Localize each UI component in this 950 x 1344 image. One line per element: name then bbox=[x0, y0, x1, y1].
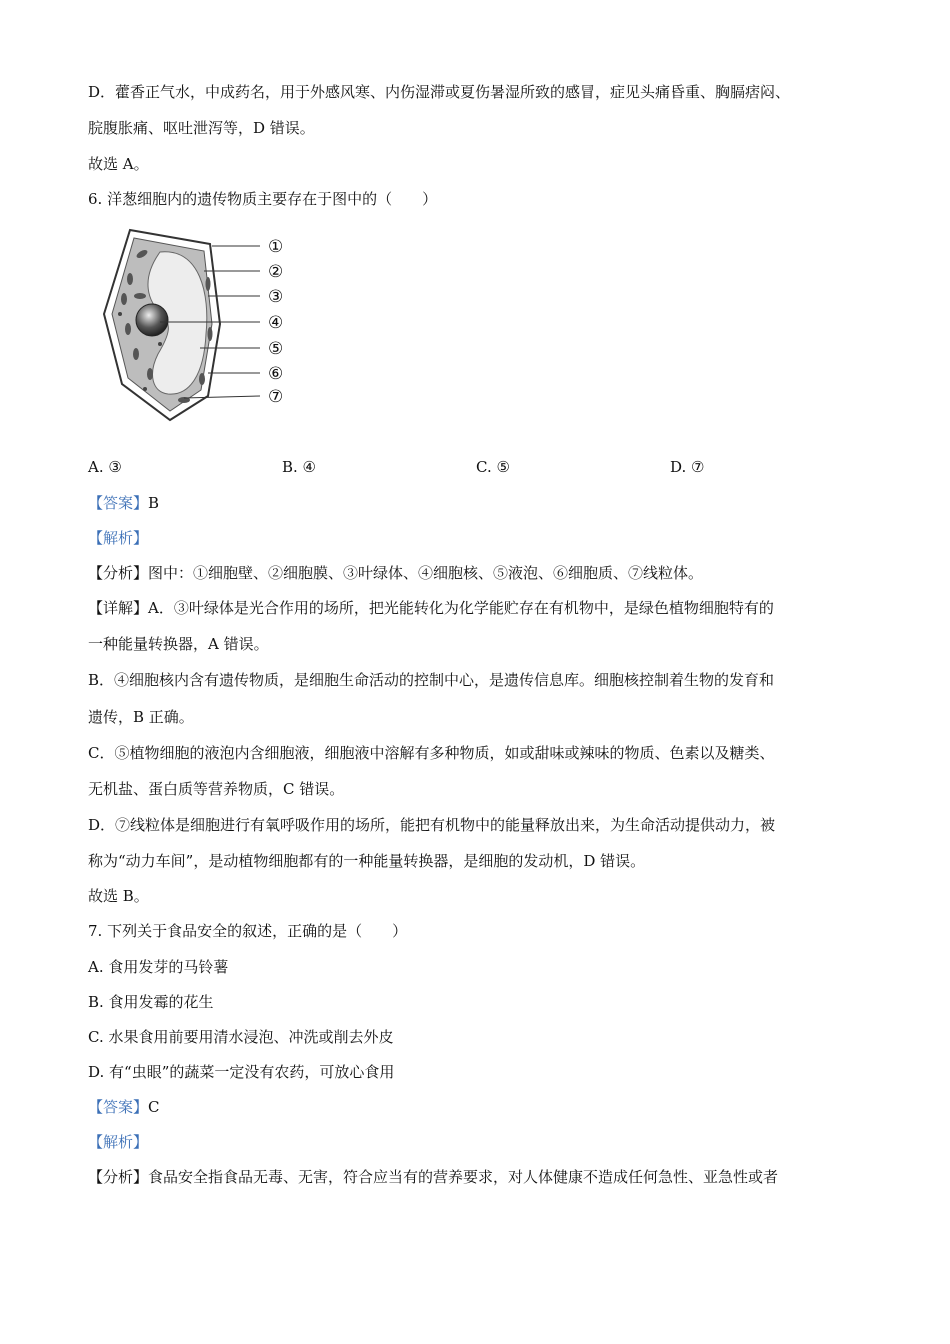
q6-detail-c1: C．⑤植物细胞的液泡内含细胞液，细胞液中溶解有多种物质，如或甜味或辣味的物质、色素以及糖类、 bbox=[88, 744, 775, 762]
q7-fenxi bbox=[88, 1167, 778, 1187]
chloroplast bbox=[208, 327, 213, 341]
q7-option-a: A. 食用发芽的马铃薯 bbox=[88, 958, 229, 976]
chloroplast bbox=[199, 373, 205, 385]
figure-label-1: ① bbox=[268, 237, 284, 257]
prev-conclusion: 故选 A。 bbox=[88, 155, 149, 173]
q6-option-d: D. ⑦ bbox=[670, 458, 705, 476]
q6-detail-b1: B．④细胞核内含有遗传物质，是细胞生命活动的控制中心，是遗传信息库。细胞核控制着生物的发育和 bbox=[88, 671, 775, 689]
q6-detail-d2: 称为“动力车间”，是动植物细胞都有的一种能量转换器，是细胞的发动机，D 错误。 bbox=[88, 852, 646, 870]
q6-option-c: C. ⑤ bbox=[476, 458, 510, 476]
prev-d-line1: D．藿香正气水，中成药名，用于外感风寒、内伤湿滞或夏伤暑湿所致的感冒，症见头痛昏重、胸膈痞闷、 bbox=[88, 83, 791, 101]
chloroplast bbox=[121, 293, 127, 305]
q7-option-d: D. 有“虫眼”的蔬菜一定没有农药，可放心食用 bbox=[88, 1063, 395, 1081]
q6-detail-b2: 遗传，B 正确。 bbox=[88, 708, 194, 726]
figure-label-7: ⑦ bbox=[268, 387, 284, 407]
q6-detail-d1: D．⑦线粒体是细胞进行有氧呼吸作用的场所，能把有机物中的能量释放出来，为生命活动提供动力，被 bbox=[88, 816, 776, 834]
figure-label-6: ⑥ bbox=[268, 364, 284, 384]
detail-a-text: A．③叶绿体是光合作用的场所，把光能转化为化学能贮存在有机物中，是绿色植物细胞特有的 bbox=[148, 599, 774, 617]
fenxi-text: 图中：①细胞壁、②细胞膜、③叶绿体、④细胞核、⑤液泡、⑥细胞质、⑦线粒体。 bbox=[148, 564, 704, 582]
nucleus bbox=[136, 304, 168, 336]
fenxi-tag: 【分析】 bbox=[88, 1168, 149, 1186]
analysis-tag: 【解析】 bbox=[88, 529, 149, 547]
chloroplast bbox=[147, 368, 153, 380]
fenxi-tag: 【分析】 bbox=[88, 564, 149, 582]
q6-detail-a2: 一种能量转换器，A 错误。 bbox=[88, 635, 269, 653]
chloroplast bbox=[127, 273, 133, 285]
chloroplast bbox=[133, 348, 139, 360]
answer-tag: 【答案】 bbox=[88, 494, 149, 512]
chloroplast bbox=[134, 293, 146, 299]
prev-d-line2: 脘腹胀痛、呕吐泄泻等，D 错误。 bbox=[88, 119, 315, 137]
q6-option-a: A. ③ bbox=[88, 458, 122, 476]
detail-tag: 【详解】 bbox=[88, 599, 149, 617]
figure-label-2: ② bbox=[268, 262, 284, 282]
answer-value: B bbox=[148, 494, 160, 512]
q6-detail-a1 bbox=[88, 598, 774, 618]
chloroplast bbox=[125, 323, 131, 335]
mitochondrion bbox=[158, 342, 162, 346]
q7-option-c: C. 水果食用前要用清水浸泡、冲洗或削去外皮 bbox=[88, 1028, 394, 1046]
mitochondrion bbox=[118, 312, 122, 316]
figure-label-3: ③ bbox=[268, 287, 284, 307]
q6-conclusion: 故选 B。 bbox=[88, 887, 149, 905]
analysis-tag: 【解析】 bbox=[88, 1133, 149, 1151]
answer-value: C bbox=[148, 1098, 160, 1116]
q6-option-b: B. ④ bbox=[282, 458, 317, 476]
chloroplast bbox=[206, 277, 211, 291]
q6-analysis-tag bbox=[88, 528, 148, 548]
q7-answer bbox=[88, 1097, 160, 1117]
q6-answer bbox=[88, 493, 159, 513]
fenxi-text: 食品安全指食品无毒、无害，符合应当有的营养要求，对人体健康不造成任何急性、亚急性或者 bbox=[148, 1168, 779, 1186]
figure-label-5: ⑤ bbox=[268, 339, 284, 359]
q6-detail-c2: 无机盐、蛋白质等营养物质，C 错误。 bbox=[88, 780, 345, 798]
mitochondrion bbox=[143, 387, 147, 391]
q6-fenxi bbox=[88, 563, 703, 583]
figure-label-4: ④ bbox=[268, 313, 284, 333]
onion-cell-diagram bbox=[100, 224, 300, 424]
q7-stem: 7. 下列关于食品安全的叙述，正确的是（ ） bbox=[88, 922, 408, 940]
q7-analysis-tag bbox=[88, 1132, 148, 1152]
q7-option-b: B. 食用发霉的花生 bbox=[88, 993, 214, 1011]
q6-stem: 6. 洋葱细胞内的遗传物质主要存在于图中的（ ） bbox=[88, 190, 438, 208]
answer-tag: 【答案】 bbox=[88, 1098, 149, 1116]
